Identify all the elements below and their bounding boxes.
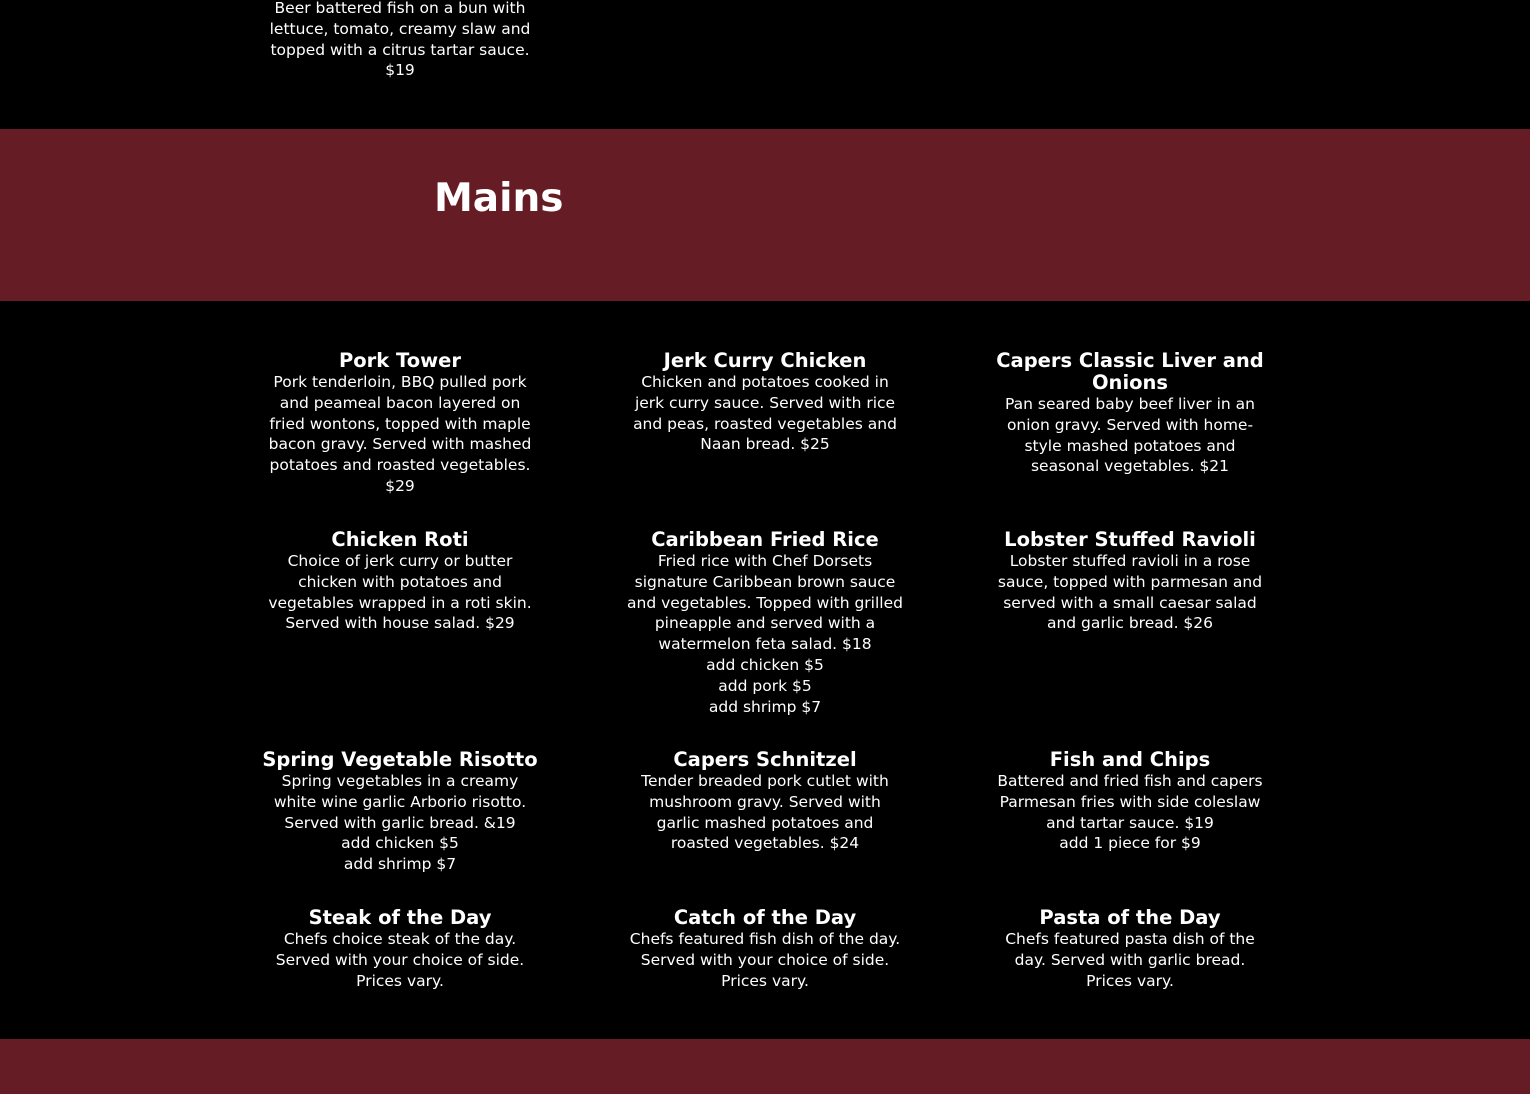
section-title-mains: Mains: [434, 176, 564, 221]
menu-item-pork-tower: [250, 350, 550, 497]
item-description: Chefs featured fish dish of the day. Served with your choice of side. Prices vary.: [629, 930, 901, 990]
menu-item-catch-of-the-day: [615, 907, 915, 991]
item-name: Steak of the Day: [308, 906, 492, 929]
mains-section-band: [0, 129, 1530, 301]
item-addon: add chicken $5: [341, 834, 459, 853]
item-description: Spring vegetables in a creamy white wine garlic Arborio risotto. Served with garlic bread. &19: [273, 772, 527, 832]
item-addon: add chicken $5: [706, 655, 824, 674]
item-name: Capers Schnitzel: [673, 748, 857, 771]
menu-item-lobster-ravioli: [980, 529, 1280, 634]
item-name: Jerk Curry Chicken: [663, 349, 867, 372]
item-price: $19: [385, 61, 415, 80]
item-description: Chefs choice steak of the day. Served with your choice of side. Prices vary.: [275, 930, 525, 990]
menu-item-schnitzel: [615, 749, 915, 854]
item-description: Pork tenderloin, BBQ pulled pork and peameal bacon layered on fried wontons, topped with maple bacon gravy. Served with mashed potatoes and roasted vegetables. $29: [268, 373, 532, 495]
item-name: Capers Classic Liver and Onions: [996, 349, 1264, 394]
menu-item-steak-of-the-day: [250, 907, 550, 991]
item-description: Fried rice with Chef Dorsets signature Caribbean brown sauce and vegetables. Topped with grilled pineapple and served with a watermelon feta salad. $18: [627, 552, 903, 654]
item-addon: add shrimp $7: [343, 855, 457, 874]
menu-item-liver-and-onions: [980, 350, 1280, 477]
item-name: Pasta of the Day: [1039, 906, 1221, 929]
item-name: Fish and Chips: [1049, 748, 1211, 771]
item-description: Lobster stuffed ravioli in a rose sauce, topped with parmesan and served with a small caesar salad and garlic bread. $26: [997, 552, 1263, 633]
item-description: Chefs featured pasta dish of the day. Served with garlic bread. Prices vary.: [1005, 930, 1255, 990]
menu-item-vegetable-risotto: [250, 749, 550, 875]
menu-item-caribbean-fried-rice: [615, 529, 915, 717]
item-description: Pan seared baby beef liver in an onion gravy. Served with home-style mashed potatoes and seasonal vegetables. $21: [1005, 395, 1255, 476]
menu-item-pasta-of-the-day: [980, 907, 1280, 991]
item-addon: add shrimp $7: [708, 697, 822, 716]
item-description: Battered and fried fish and capers Parmesan fries with side coleslaw and tartar sauce. $19: [997, 772, 1263, 832]
menu-item-chicken-roti: [250, 529, 550, 634]
item-description-line: topped with a citrus tartar sauce.: [270, 40, 530, 59]
previous-menu-item: [267, 0, 533, 81]
item-addon: add pork $5: [718, 676, 812, 695]
item-name: Lobster Stuffed Ravioli: [1004, 528, 1256, 551]
item-name: Catch of the Day: [673, 906, 857, 929]
item-name: Pork Tower: [338, 349, 462, 372]
item-addon: add 1 piece for $9: [1059, 834, 1201, 853]
next-section-band: [0, 1039, 1530, 1094]
menu-item-jerk-curry-chicken: [615, 350, 915, 455]
item-name: Spring Vegetable Risotto: [262, 748, 538, 771]
menu-item-fish-and-chips: [980, 749, 1280, 854]
item-description: Choice of jerk curry or butter chicken with potatoes and vegetables wrapped in a roti skin. Served with house salad. $29: [268, 552, 532, 633]
item-description-line: Beer battered fish on a bun with: [274, 0, 526, 17]
item-description: Chicken and potatoes cooked in jerk curry sauce. Served with rice and peas, roasted vegetables and Naan bread. $25: [633, 373, 897, 454]
item-name: Chicken Roti: [331, 528, 469, 551]
item-name: Caribbean Fried Rice: [651, 528, 879, 551]
item-description: Tender breaded pork cutlet with mushroom gravy. Served with garlic mashed potatoes and roasted vegetables. $24: [641, 772, 889, 853]
item-description-line: lettuce, tomato, creamy slaw and: [269, 19, 531, 38]
